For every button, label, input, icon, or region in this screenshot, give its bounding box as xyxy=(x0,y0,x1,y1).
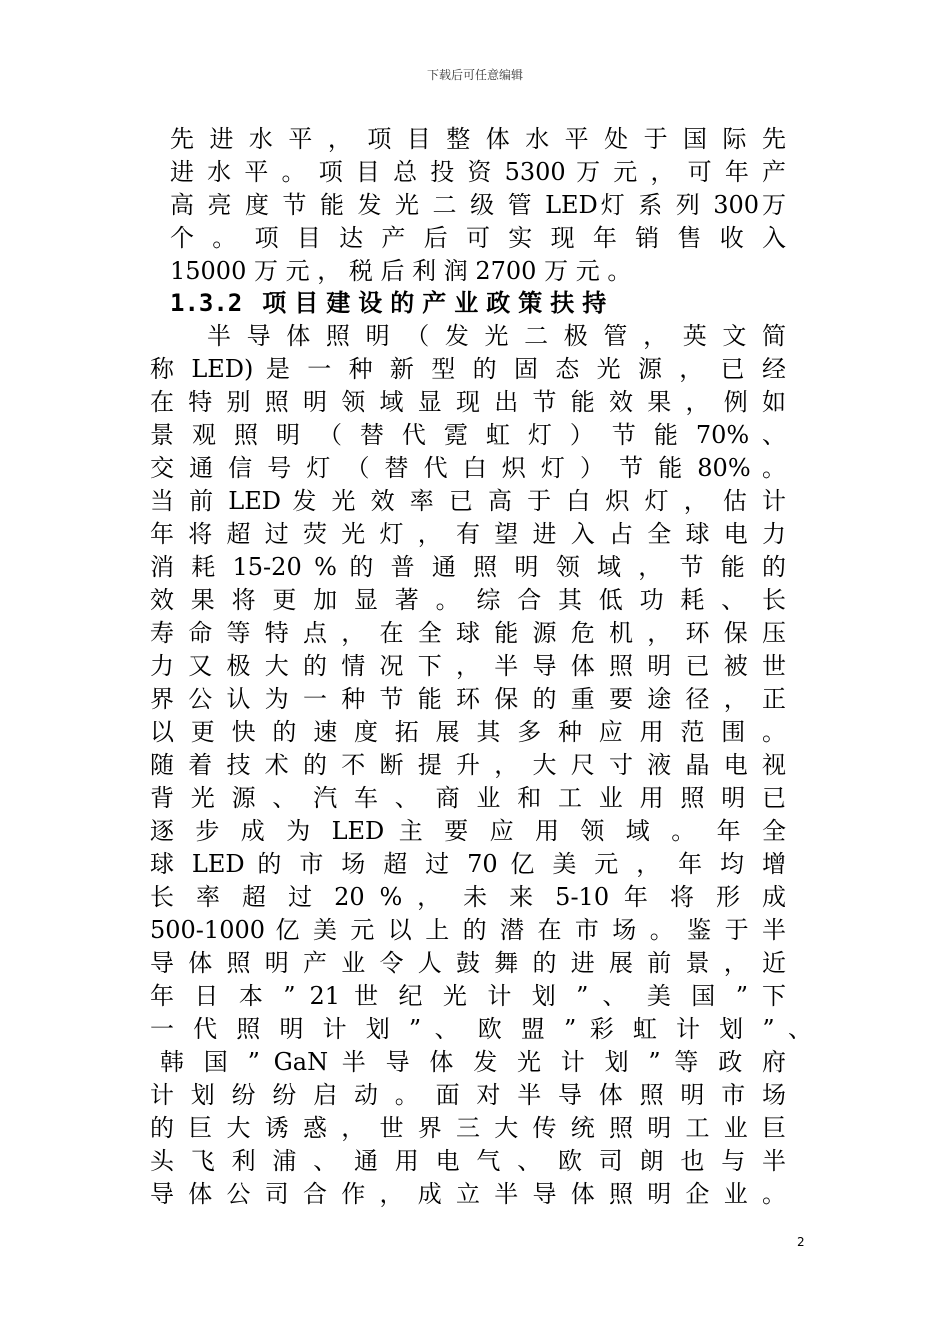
body-line-3: 在 特 别 照 明 领 域 显 现 出 节 能 效 果 ， 例 如 xyxy=(150,388,786,416)
body-line-27: 导 体 公 司 合 作 ， 成 立 半 导 体 照 明 企 业 。 xyxy=(150,1180,786,1208)
body-line-7: 年 将 超 过 荧 光 灯 ， 有 望 进 入 占 全 球 电 力 xyxy=(150,520,786,548)
body-line-10: 寿 命 等 特 点 ， 在 全 球 能 源 危 机 ， 环 保 压 xyxy=(150,619,786,647)
body-line-13: 以 更 快 的 速 度 拓 展 其 多 种 应 用 范 围 。 xyxy=(150,718,786,746)
body-line-21: 年 日 本 ” 21 世 纪 光 计 划 ” 、 美 国 ” 下 xyxy=(150,982,786,1010)
body-line-9: 效 果 将 更 加 显 著 。 综 合 其 低 功 耗 、 长 xyxy=(150,586,786,614)
body-line-26: 头 飞 利 浦 、 通 用 电 气 、 欧 司 朗 也 与 半 xyxy=(150,1147,786,1175)
body-line-20: 导 体 照 明 产 业 令 人 鼓 舞 的 进 展 前 景 ， 近 xyxy=(150,949,786,977)
body-line-17: 球 LED 的 市 场 超 过 70 亿 美 元 ， 年 均 增 xyxy=(150,850,786,878)
intro-line-3: 高 亮 度 节 能 发 光 二 级 管 LED灯 系 列 300万 xyxy=(170,191,786,219)
intro-line-1: 先 进 水 平 ， 项 目 整 体 水 平 处 于 国 际 先 xyxy=(170,125,786,153)
body-line-19: 500-1000 亿 美 元 以 上 的 潜 在 市 场 。 鉴 于 半 xyxy=(150,916,786,944)
body-line-5: 交 通 信 号 灯 （ 替 代 白 炽 灯 ） 节 能 80% 。 xyxy=(150,454,786,482)
body-line-18: 长 率 超 过 20 % ， 未 来 5-10 年 将 形 成 xyxy=(150,883,786,911)
body-line-4: 景 观 照 明 （ 替 代 霓 虹 灯 ） 节 能 70% 、 xyxy=(150,421,786,449)
body-line-8: 消 耗 15-20 % 的 普 通 照 明 领 域 ， 节 能 的 xyxy=(150,553,786,581)
body-line-6: 当 前 LED 发 光 效 率 已 高 于 白 炽 灯 ， 估 计 xyxy=(150,487,786,515)
intro-line-5: 15000 万 元 ， 税 后 利 润 2700 万 元 。 xyxy=(170,257,632,285)
body-line-2: 称 LED) 是 一 种 新 型 的 固 态 光 源 ， 已 经 xyxy=(150,355,786,383)
body-line-12: 界 公 认 为 一 种 节 能 环 保 的 重 要 途 径 ， 正 xyxy=(150,685,786,713)
body-line-14: 随 着 技 术 的 不 断 提 升 ， 大 尺 寸 液 晶 电 视 xyxy=(150,751,786,779)
body-line-25: 的 巨 大 诱 惑 ， 世 界 三 大 传 统 照 明 工 业 巨 xyxy=(150,1114,786,1142)
body-line-15: 背 光 源 、 汽 车 、 商 业 和 工 业 用 照 明 已 xyxy=(150,784,786,812)
body-line-16: 逐 步 成 为 LED 主 要 应 用 领 域 。 年 全 xyxy=(150,817,786,845)
intro-line-4: 个 。 项 目 达 产 后 可 实 现 年 销 售 收 入 xyxy=(170,224,786,252)
page-header-note: 下载后可任意编辑 xyxy=(426,68,523,82)
section-number: 1.3.2 xyxy=(170,289,243,317)
section-title: 项目建设的产业政策扶持 xyxy=(262,289,615,317)
body-line-1: 半 导 体 照 明 （ 发 光 二 极 管 ， 英 文 简 xyxy=(207,322,786,350)
body-line-22: 一 代 照 明 计 划 ” 、 欧 盟 ” 彩 虹 计 划 ” 、 xyxy=(150,1015,812,1043)
body-line-24: 计 划 纷 纷 启 动 。 面 对 半 导 体 照 明 市 场 xyxy=(150,1081,786,1109)
page-number: 2 xyxy=(797,1235,805,1249)
intro-line-2: 进 水 平 。 项 目 总 投 资 5300 万 元 ， 可 年 产 xyxy=(170,158,786,186)
body-line-23: 韩 国 ” GaN 半 导 体 发 光 计 划 ” 等 政 府 xyxy=(160,1048,786,1076)
section-heading xyxy=(170,289,614,317)
body-line-11: 力 又 极 大 的 情 况 下 ， 半 导 体 照 明 已 被 世 xyxy=(150,652,786,680)
